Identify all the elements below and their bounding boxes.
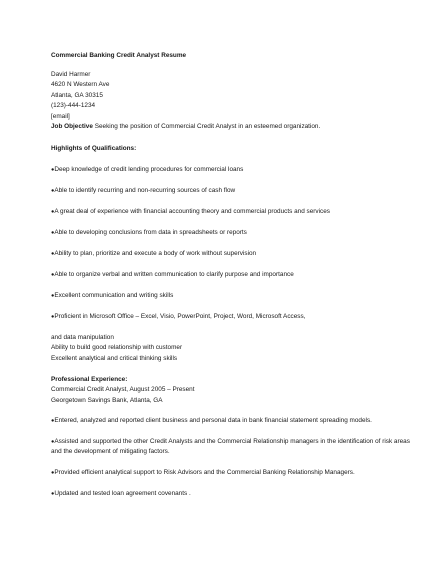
bullet-icon: ●: [51, 188, 55, 194]
bullet-icon: ●: [51, 470, 55, 476]
contact-name: David Harmer: [51, 71, 91, 78]
experience-item: ●Entered, analyzed and reported client business and personal data in bank financial statement spreading models.: [51, 417, 372, 424]
experience-company: Georgetown Savings Bank, Atlanta, GA: [51, 396, 163, 404]
extra-line: Ability to build good relationship with customer: [51, 344, 183, 352]
highlight-item: ●Able to identify recurring and non-recurring sources of cash flow: [51, 187, 236, 194]
bullet-icon: ●: [51, 314, 55, 320]
job-objective-label: Job Objective: [51, 123, 93, 131]
contact-city: Atlanta, GA 30315: [51, 91, 103, 99]
job-objective-text: Seeking the position of Commercial Credit Analyst in an esteemed organization.: [92, 123, 321, 131]
job-objective: [51, 122, 412, 132]
document-title: Commercial Banking Credit Analyst Resume: [51, 52, 187, 59]
bullet-icon: ●: [51, 491, 55, 497]
bullet-icon: ●: [51, 167, 55, 173]
contact-block: [51, 70, 412, 132]
bullet-icon: ●: [51, 418, 55, 424]
highlights-extra: [51, 333, 412, 364]
highlight-item: ●Able to organize verbal and written communication to clarify purpose and importance: [51, 271, 294, 278]
highlight-item: ●Excellent communication and writing skills: [51, 292, 174, 299]
contact-email: [email]: [51, 112, 70, 120]
bullet-icon: ●: [51, 251, 55, 257]
extra-line: Excellent analytical and critical thinking skills: [51, 354, 178, 362]
highlight-item: ●Proficient in Microsoft Office – Excel, Visio, PowerPoint, Project, Word, Microsoft Access,: [51, 313, 306, 320]
experience-item: ●Updated and tested loan agreement covenants .: [51, 490, 191, 497]
highlights-heading: Highlights of Qualifications:: [51, 145, 137, 152]
extra-line: and data manipulation: [51, 334, 114, 341]
highlight-item: ●Deep knowledge of credit lending procedures for commercial loans: [51, 166, 244, 173]
highlight-item: ●Ability to plan, prioritize and execute a body of work without supervision: [51, 250, 257, 257]
experience-item: ●Provided efficient analytical support to Risk Advisors and the Commercial Banking Relationship Managers.: [51, 469, 355, 476]
bullet-icon: ●: [51, 272, 55, 278]
experience-item: ●Assisted and supported the other Credit Analysts and the Commercial Relationship managers in the identification of risk areas and the development of mitigating factors.: [51, 438, 410, 456]
bullet-icon: ●: [51, 439, 55, 445]
contact-street: 4620 N Western Ave: [51, 81, 110, 89]
bullet-icon: ●: [51, 293, 55, 299]
highlight-item: ●Able to developing conclusions from data in spreadsheets or reports: [51, 229, 247, 236]
experience-block: [51, 375, 412, 406]
contact-phone: (123)-444-1234: [51, 102, 96, 110]
bullet-icon: ●: [51, 209, 55, 215]
experience-heading: Professional Experience:: [51, 376, 128, 383]
experience-position: Commercial Credit Analyst, August 2005 – Present: [51, 386, 195, 394]
highlight-item: ●A great deal of experience with financial accounting theory and commercial products and services: [51, 208, 330, 215]
bullet-icon: ●: [51, 230, 55, 236]
